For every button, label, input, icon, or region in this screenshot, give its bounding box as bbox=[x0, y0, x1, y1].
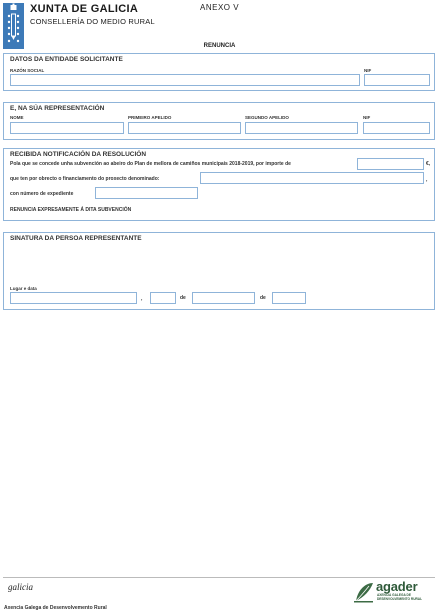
place-date-label: Lugar e data bbox=[10, 286, 37, 291]
segundo-apelido-label: SEGUNDO APELIDO bbox=[245, 115, 289, 120]
day-input[interactable] bbox=[150, 292, 176, 304]
section-representative-title: E, NA SÚA REPRESENTACIÓN bbox=[10, 105, 105, 112]
agency-footer-text: Axencia Galega de Desenvolvemento Rural bbox=[4, 605, 107, 611]
representative-nif-label: NIF bbox=[363, 115, 371, 120]
agader-subtitle-line-2: DESENVOLVEMENTO RURAL bbox=[377, 596, 423, 601]
project-comma: , bbox=[426, 177, 428, 183]
agader-logo bbox=[354, 579, 434, 606]
project-name-input[interactable] bbox=[200, 172, 424, 184]
section-entity-title: DATOS DA ENTIDADE SOLICITANTE bbox=[10, 56, 123, 63]
footer-divider bbox=[3, 577, 435, 578]
resolution-line-2: que ten por obrecto o financiamento do proxecto denominado: bbox=[10, 176, 160, 182]
agader-subtitle bbox=[377, 594, 422, 601]
renounce-statement: RENUNCIA EXPRESAMENTE Á DITA SUBVENCIÓN bbox=[10, 207, 132, 213]
primeiro-apelido-input[interactable] bbox=[128, 122, 241, 134]
resolution-line-3: con número de expediente bbox=[10, 191, 74, 197]
de-label-1: de bbox=[180, 295, 186, 301]
nome-input[interactable] bbox=[10, 122, 124, 134]
galicia-logo: galicia bbox=[8, 582, 33, 592]
entity-nif-input[interactable] bbox=[364, 74, 430, 86]
segundo-apelido-input[interactable] bbox=[245, 122, 358, 134]
amount-input[interactable] bbox=[357, 158, 424, 170]
expedient-number-input[interactable] bbox=[95, 187, 198, 199]
entity-nif-label: NIF bbox=[364, 68, 372, 73]
org-department: CONSELLERÍA DO MEDIO RURAL bbox=[30, 17, 155, 26]
section-signature-title: SINATURA DA PERSOA REPRESENTANTE bbox=[10, 235, 142, 242]
razon-social-input[interactable] bbox=[10, 74, 360, 86]
resolution-line-1: Pola que se concede unha subvención ao abeiro do Plan de mellora de camiños municipais 2018-2019, por importe de bbox=[10, 161, 291, 167]
razon-social-label: RAZÓN SOCIAL bbox=[10, 68, 45, 73]
document-title: RENUNCIA bbox=[203, 43, 236, 49]
agader-wordmark: agader bbox=[376, 579, 418, 594]
year-input[interactable] bbox=[272, 292, 306, 304]
section-resolution bbox=[3, 148, 435, 221]
nome-label: NOME bbox=[10, 115, 24, 120]
agader-leaf-icon bbox=[354, 581, 374, 603]
de-label-2: de bbox=[260, 295, 266, 301]
representative-nif-input[interactable] bbox=[363, 122, 430, 134]
agader-subtitle-line-1: AXENCIA GALEGA DE bbox=[377, 593, 411, 597]
place-input[interactable] bbox=[10, 292, 137, 304]
section-entity bbox=[3, 53, 435, 91]
org-name: XUNTA DE GALICIA bbox=[30, 3, 139, 15]
primeiro-apelido-label: PRIMEIRO APELIDO bbox=[128, 115, 172, 120]
section-signature bbox=[3, 232, 435, 310]
section-representative bbox=[3, 102, 435, 140]
signature-comma: , bbox=[141, 296, 143, 302]
annex-label: ANEXO V bbox=[200, 3, 240, 12]
currency-symbol: €, bbox=[426, 161, 431, 167]
month-input[interactable] bbox=[192, 292, 255, 304]
section-resolution-title: RECIBIDA NOTIFICACIÓN DA RESOLUCIÓN bbox=[10, 151, 147, 158]
